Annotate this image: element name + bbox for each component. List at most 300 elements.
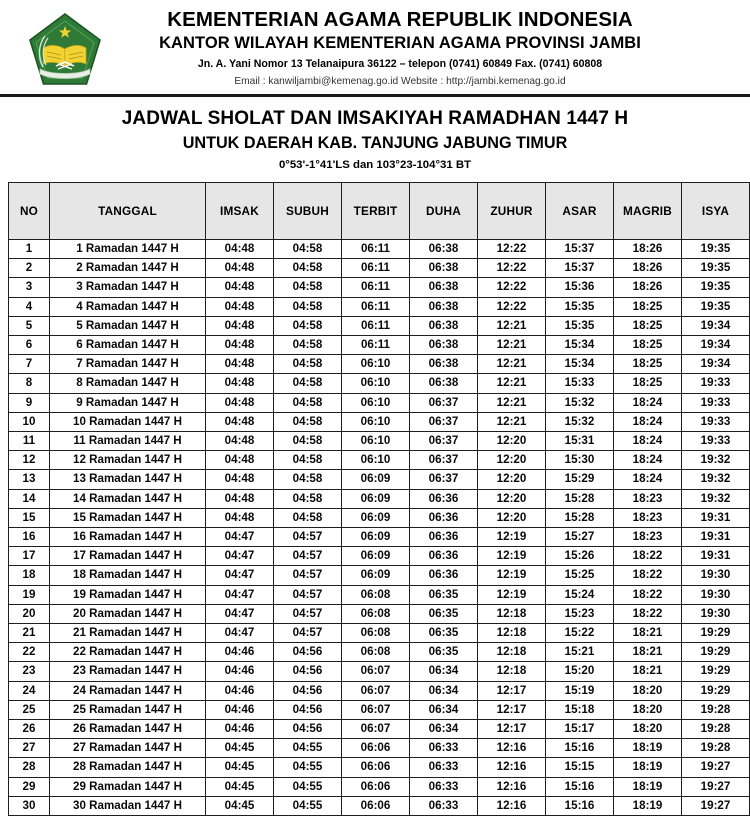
cell-magrib: 18:25 (614, 374, 682, 393)
cell-asar: 15:16 (546, 777, 614, 796)
cell-magrib: 18:21 (614, 623, 682, 642)
table-row (9, 527, 750, 546)
cell-terbit: 06:08 (342, 643, 410, 662)
cell-subuh: 04:55 (274, 739, 342, 758)
cell-terbit: 06:09 (342, 470, 410, 489)
cell-zuhur: 12:16 (478, 758, 546, 777)
cell-tanggal: 3 Ramadan 1447 H (50, 278, 206, 297)
cell-terbit: 06:08 (342, 623, 410, 642)
cell-duha: 06:37 (410, 470, 478, 489)
column-header-magrib: MAGRIB (614, 182, 682, 239)
column-header-subuh: SUBUH (274, 182, 342, 239)
cell-subuh: 04:55 (274, 796, 342, 815)
cell-duha: 06:36 (410, 508, 478, 527)
cell-tanggal: 7 Ramadan 1447 H (50, 355, 206, 374)
cell-tanggal: 25 Ramadan 1447 H (50, 700, 206, 719)
cell-imsak: 04:48 (206, 335, 274, 354)
cell-duha: 06:36 (410, 527, 478, 546)
table-row (9, 681, 750, 700)
cell-asar: 15:24 (546, 585, 614, 604)
table-header (9, 182, 750, 239)
table-row (9, 393, 750, 412)
cell-no: 20 (9, 604, 50, 623)
letterhead (0, 0, 750, 94)
cell-asar: 15:28 (546, 489, 614, 508)
cell-duha: 06:38 (410, 374, 478, 393)
cell-imsak: 04:46 (206, 643, 274, 662)
cell-subuh: 04:58 (274, 374, 342, 393)
cell-duha: 06:33 (410, 739, 478, 758)
cell-duha: 06:33 (410, 796, 478, 815)
cell-zuhur: 12:16 (478, 739, 546, 758)
cell-asar: 15:33 (546, 374, 614, 393)
cell-asar: 15:23 (546, 604, 614, 623)
cell-isya: 19:29 (682, 662, 750, 681)
cell-imsak: 04:47 (206, 566, 274, 585)
cell-subuh: 04:56 (274, 662, 342, 681)
cell-terbit: 06:07 (342, 700, 410, 719)
cell-asar: 15:32 (546, 393, 614, 412)
cell-terbit: 06:08 (342, 585, 410, 604)
cell-duha: 06:37 (410, 393, 478, 412)
cell-terbit: 06:09 (342, 547, 410, 566)
cell-subuh: 04:57 (274, 547, 342, 566)
cell-zuhur: 12:19 (478, 566, 546, 585)
table-row (9, 700, 750, 719)
cell-isya: 19:33 (682, 431, 750, 450)
cell-terbit: 06:09 (342, 508, 410, 527)
cell-asar: 15:15 (546, 758, 614, 777)
cell-no: 16 (9, 527, 50, 546)
cell-terbit: 06:11 (342, 259, 410, 278)
cell-zuhur: 12:22 (478, 239, 546, 258)
cell-duha: 06:34 (410, 681, 478, 700)
cell-zuhur: 12:22 (478, 278, 546, 297)
document-titles (0, 97, 750, 173)
cell-zuhur: 12:22 (478, 259, 546, 278)
cell-zuhur: 12:22 (478, 297, 546, 316)
cell-magrib: 18:26 (614, 278, 682, 297)
cell-tanggal: 8 Ramadan 1447 H (50, 374, 206, 393)
table-row (9, 585, 750, 604)
table-row (9, 662, 750, 681)
cell-duha: 06:34 (410, 662, 478, 681)
cell-magrib: 18:19 (614, 739, 682, 758)
cell-isya: 19:32 (682, 489, 750, 508)
cell-no: 6 (9, 335, 50, 354)
cell-zuhur: 12:18 (478, 643, 546, 662)
cell-zuhur: 12:21 (478, 412, 546, 431)
cell-zuhur: 12:16 (478, 796, 546, 815)
org-address: Jn. A. Yani Nomor 13 Telanaipura 36122 – telepon (0741) 60849 Fax. (0741) 60808 (197, 58, 603, 71)
cell-asar: 15:26 (546, 547, 614, 566)
cell-subuh: 04:58 (274, 393, 342, 412)
cell-duha: 06:35 (410, 623, 478, 642)
cell-isya: 19:31 (682, 508, 750, 527)
cell-duha: 06:34 (410, 720, 478, 739)
cell-magrib: 18:19 (614, 758, 682, 777)
cell-no: 24 (9, 681, 50, 700)
cell-zuhur: 12:17 (478, 681, 546, 700)
cell-isya: 19:34 (682, 316, 750, 335)
cell-imsak: 04:45 (206, 739, 274, 758)
cell-terbit: 06:06 (342, 777, 410, 796)
cell-magrib: 18:22 (614, 566, 682, 585)
cell-zuhur: 12:18 (478, 662, 546, 681)
org-name-line2: KANTOR WILAYAH KEMENTERIAN AGAMA PROVINSI JAMBI (159, 34, 641, 53)
cell-magrib: 18:19 (614, 796, 682, 815)
cell-zuhur: 12:19 (478, 547, 546, 566)
column-header-no: NO (9, 182, 50, 239)
cell-terbit: 06:06 (342, 758, 410, 777)
cell-asar: 15:20 (546, 662, 614, 681)
cell-no: 8 (9, 374, 50, 393)
cell-tanggal: 22 Ramadan 1447 H (50, 643, 206, 662)
cell-asar: 15:35 (546, 297, 614, 316)
cell-imsak: 04:48 (206, 412, 274, 431)
cell-imsak: 04:47 (206, 527, 274, 546)
cell-duha: 06:36 (410, 489, 478, 508)
letterhead-text (120, 8, 740, 88)
cell-no: 17 (9, 547, 50, 566)
cell-duha: 06:38 (410, 239, 478, 258)
cell-magrib: 18:25 (614, 355, 682, 374)
cell-magrib: 18:24 (614, 393, 682, 412)
cell-duha: 06:38 (410, 259, 478, 278)
table-row (9, 297, 750, 316)
cell-magrib: 18:22 (614, 585, 682, 604)
cell-duha: 06:38 (410, 278, 478, 297)
cell-no: 25 (9, 700, 50, 719)
cell-imsak: 04:48 (206, 297, 274, 316)
cell-tanggal: 12 Ramadan 1447 H (50, 451, 206, 470)
cell-terbit: 06:09 (342, 566, 410, 585)
cell-zuhur: 12:21 (478, 335, 546, 354)
cell-zuhur: 12:21 (478, 316, 546, 335)
cell-no: 9 (9, 393, 50, 412)
cell-tanggal: 18 Ramadan 1447 H (50, 566, 206, 585)
cell-terbit: 06:07 (342, 720, 410, 739)
cell-duha: 06:35 (410, 585, 478, 604)
cell-isya: 19:33 (682, 393, 750, 412)
cell-tanggal: 11 Ramadan 1447 H (50, 431, 206, 450)
cell-asar: 15:16 (546, 739, 614, 758)
cell-subuh: 04:58 (274, 451, 342, 470)
cell-tanggal: 27 Ramadan 1447 H (50, 739, 206, 758)
table-row (9, 489, 750, 508)
cell-asar: 15:18 (546, 700, 614, 719)
cell-terbit: 06:07 (342, 681, 410, 700)
cell-subuh: 04:55 (274, 777, 342, 796)
cell-zuhur: 12:21 (478, 355, 546, 374)
column-header-imsak: IMSAK (206, 182, 274, 239)
cell-magrib: 18:24 (614, 451, 682, 470)
cell-no: 15 (9, 508, 50, 527)
cell-duha: 06:37 (410, 431, 478, 450)
table-row (9, 259, 750, 278)
table-row (9, 374, 750, 393)
cell-subuh: 04:58 (274, 259, 342, 278)
cell-no: 7 (9, 355, 50, 374)
cell-duha: 06:34 (410, 700, 478, 719)
cell-asar: 15:22 (546, 623, 614, 642)
cell-isya: 19:35 (682, 297, 750, 316)
cell-terbit: 06:11 (342, 297, 410, 316)
cell-duha: 06:36 (410, 547, 478, 566)
table-row (9, 278, 750, 297)
cell-tanggal: 5 Ramadan 1447 H (50, 316, 206, 335)
cell-zuhur: 12:17 (478, 720, 546, 739)
cell-no: 13 (9, 470, 50, 489)
table-row (9, 758, 750, 777)
cell-magrib: 18:24 (614, 470, 682, 489)
cell-subuh: 04:57 (274, 604, 342, 623)
cell-asar: 15:36 (546, 278, 614, 297)
table-row (9, 643, 750, 662)
cell-subuh: 04:57 (274, 585, 342, 604)
table-body (9, 239, 750, 815)
cell-no: 11 (9, 431, 50, 450)
cell-zuhur: 12:19 (478, 585, 546, 604)
table-row (9, 412, 750, 431)
cell-no: 10 (9, 412, 50, 431)
table-header-row (9, 182, 750, 239)
cell-isya: 19:34 (682, 335, 750, 354)
cell-duha: 06:35 (410, 643, 478, 662)
cell-isya: 19:32 (682, 451, 750, 470)
cell-no: 22 (9, 643, 50, 662)
table-row (9, 470, 750, 489)
cell-tanggal: 29 Ramadan 1447 H (50, 777, 206, 796)
cell-no: 3 (9, 278, 50, 297)
cell-no: 19 (9, 585, 50, 604)
cell-imsak: 04:48 (206, 374, 274, 393)
cell-asar: 15:37 (546, 239, 614, 258)
cell-no: 30 (9, 796, 50, 815)
cell-subuh: 04:58 (274, 489, 342, 508)
cell-isya: 19:30 (682, 566, 750, 585)
cell-subuh: 04:56 (274, 681, 342, 700)
cell-subuh: 04:58 (274, 316, 342, 335)
cell-terbit: 06:11 (342, 239, 410, 258)
cell-imsak: 04:48 (206, 316, 274, 335)
cell-no: 23 (9, 662, 50, 681)
cell-subuh: 04:58 (274, 355, 342, 374)
cell-magrib: 18:25 (614, 316, 682, 335)
cell-duha: 06:33 (410, 758, 478, 777)
table-row (9, 335, 750, 354)
table-row (9, 623, 750, 642)
cell-magrib: 18:25 (614, 335, 682, 354)
cell-asar: 15:37 (546, 259, 614, 278)
cell-asar: 15:31 (546, 431, 614, 450)
table-row (9, 720, 750, 739)
cell-zuhur: 12:20 (478, 470, 546, 489)
table-row (9, 316, 750, 335)
cell-asar: 15:17 (546, 720, 614, 739)
cell-zuhur: 12:18 (478, 623, 546, 642)
cell-duha: 06:38 (410, 297, 478, 316)
cell-terbit: 06:09 (342, 489, 410, 508)
cell-zuhur: 12:20 (478, 431, 546, 450)
cell-magrib: 18:25 (614, 297, 682, 316)
cell-subuh: 04:58 (274, 278, 342, 297)
cell-duha: 06:33 (410, 777, 478, 796)
cell-no: 27 (9, 739, 50, 758)
cell-magrib: 18:24 (614, 412, 682, 431)
table-row (9, 239, 750, 258)
coordinates-text: 0°53'-1°41'LS dan 103°23-104°31 BT (278, 159, 472, 172)
cell-terbit: 06:10 (342, 431, 410, 450)
logo-container (10, 8, 120, 88)
cell-tanggal: 30 Ramadan 1447 H (50, 796, 206, 815)
cell-tanggal: 4 Ramadan 1447 H (50, 297, 206, 316)
cell-no: 5 (9, 316, 50, 335)
cell-asar: 15:29 (546, 470, 614, 489)
cell-no: 2 (9, 259, 50, 278)
cell-magrib: 18:23 (614, 508, 682, 527)
cell-isya: 19:33 (682, 374, 750, 393)
cell-subuh: 04:58 (274, 431, 342, 450)
cell-tanggal: 26 Ramadan 1447 H (50, 720, 206, 739)
cell-magrib: 18:20 (614, 681, 682, 700)
cell-imsak: 04:47 (206, 604, 274, 623)
column-header-zuhur: ZUHUR (478, 182, 546, 239)
cell-isya: 19:35 (682, 259, 750, 278)
cell-subuh: 04:58 (274, 470, 342, 489)
cell-terbit: 06:07 (342, 662, 410, 681)
cell-subuh: 04:55 (274, 758, 342, 777)
cell-imsak: 04:48 (206, 508, 274, 527)
cell-subuh: 04:56 (274, 643, 342, 662)
table-row (9, 431, 750, 450)
cell-tanggal: 16 Ramadan 1447 H (50, 527, 206, 546)
cell-duha: 06:35 (410, 604, 478, 623)
column-header-asar: ASAR (546, 182, 614, 239)
cell-isya: 19:27 (682, 796, 750, 815)
cell-terbit: 06:11 (342, 278, 410, 297)
cell-terbit: 06:06 (342, 739, 410, 758)
cell-zuhur: 12:20 (478, 489, 546, 508)
cell-terbit: 06:08 (342, 604, 410, 623)
cell-no: 14 (9, 489, 50, 508)
cell-imsak: 04:47 (206, 585, 274, 604)
org-email-website: Email : kanwiljambi@kemenag.go.id Website : http://jambi.kemenag.go.id (234, 75, 566, 87)
cell-terbit: 06:10 (342, 393, 410, 412)
table-row (9, 355, 750, 374)
cell-imsak: 04:48 (206, 489, 274, 508)
cell-imsak: 04:48 (206, 355, 274, 374)
table-row (9, 739, 750, 758)
cell-no: 1 (9, 239, 50, 258)
cell-subuh: 04:58 (274, 239, 342, 258)
cell-asar: 15:32 (546, 412, 614, 431)
cell-no: 28 (9, 758, 50, 777)
cell-tanggal: 1 Ramadan 1447 H (50, 239, 206, 258)
cell-zuhur: 12:21 (478, 393, 546, 412)
cell-imsak: 04:46 (206, 681, 274, 700)
table-row (9, 796, 750, 815)
table-row (9, 508, 750, 527)
cell-zuhur: 12:20 (478, 508, 546, 527)
cell-magrib: 18:26 (614, 239, 682, 258)
cell-isya: 19:29 (682, 643, 750, 662)
cell-isya: 19:30 (682, 604, 750, 623)
column-header-tanggal: TANGGAL (50, 182, 206, 239)
cell-asar: 15:16 (546, 796, 614, 815)
cell-tanggal: 9 Ramadan 1447 H (50, 393, 206, 412)
cell-isya: 19:29 (682, 623, 750, 642)
cell-asar: 15:27 (546, 527, 614, 546)
page-title: JADWAL SHOLAT DAN IMSAKIYAH RAMADHAN 1447 H (121, 108, 629, 129)
kemenag-logo-icon (28, 12, 102, 88)
cell-asar: 15:28 (546, 508, 614, 527)
cell-zuhur: 12:19 (478, 527, 546, 546)
cell-duha: 06:36 (410, 566, 478, 585)
cell-terbit: 06:06 (342, 796, 410, 815)
cell-asar: 15:25 (546, 566, 614, 585)
cell-duha: 06:37 (410, 451, 478, 470)
cell-isya: 19:30 (682, 585, 750, 604)
cell-subuh: 04:56 (274, 700, 342, 719)
column-header-isya: ISYA (682, 182, 750, 239)
cell-asar: 15:30 (546, 451, 614, 470)
cell-tanggal: 13 Ramadan 1447 H (50, 470, 206, 489)
cell-duha: 06:38 (410, 355, 478, 374)
cell-isya: 19:34 (682, 355, 750, 374)
cell-asar: 15:35 (546, 316, 614, 335)
cell-tanggal: 17 Ramadan 1447 H (50, 547, 206, 566)
cell-magrib: 18:23 (614, 489, 682, 508)
cell-isya: 19:33 (682, 412, 750, 431)
cell-imsak: 04:48 (206, 278, 274, 297)
page-subtitle: UNTUK DAERAH KAB. TANJUNG JABUNG TIMUR (182, 133, 568, 152)
column-header-terbit: TERBIT (342, 182, 410, 239)
cell-zuhur: 12:16 (478, 777, 546, 796)
cell-isya: 19:28 (682, 720, 750, 739)
cell-tanggal: 14 Ramadan 1447 H (50, 489, 206, 508)
cell-tanggal: 20 Ramadan 1447 H (50, 604, 206, 623)
cell-imsak: 04:45 (206, 758, 274, 777)
cell-magrib: 18:20 (614, 720, 682, 739)
cell-no: 26 (9, 720, 50, 739)
cell-no: 12 (9, 451, 50, 470)
cell-tanggal: 2 Ramadan 1447 H (50, 259, 206, 278)
cell-imsak: 04:47 (206, 623, 274, 642)
cell-zuhur: 12:20 (478, 451, 546, 470)
cell-tanggal: 21 Ramadan 1447 H (50, 623, 206, 642)
cell-no: 21 (9, 623, 50, 642)
cell-terbit: 06:10 (342, 412, 410, 431)
prayer-schedule-table (8, 182, 750, 816)
cell-terbit: 06:11 (342, 335, 410, 354)
cell-magrib: 18:22 (614, 547, 682, 566)
cell-imsak: 04:47 (206, 547, 274, 566)
cell-tanggal: 24 Ramadan 1447 H (50, 681, 206, 700)
cell-isya: 19:31 (682, 547, 750, 566)
cell-isya: 19:32 (682, 470, 750, 489)
cell-isya: 19:35 (682, 239, 750, 258)
cell-magrib: 18:21 (614, 643, 682, 662)
cell-duha: 06:37 (410, 412, 478, 431)
cell-subuh: 04:57 (274, 566, 342, 585)
cell-asar: 15:19 (546, 681, 614, 700)
cell-imsak: 04:48 (206, 431, 274, 450)
cell-subuh: 04:58 (274, 297, 342, 316)
column-header-duha: DUHA (410, 182, 478, 239)
cell-isya: 19:28 (682, 700, 750, 719)
cell-magrib: 18:20 (614, 700, 682, 719)
